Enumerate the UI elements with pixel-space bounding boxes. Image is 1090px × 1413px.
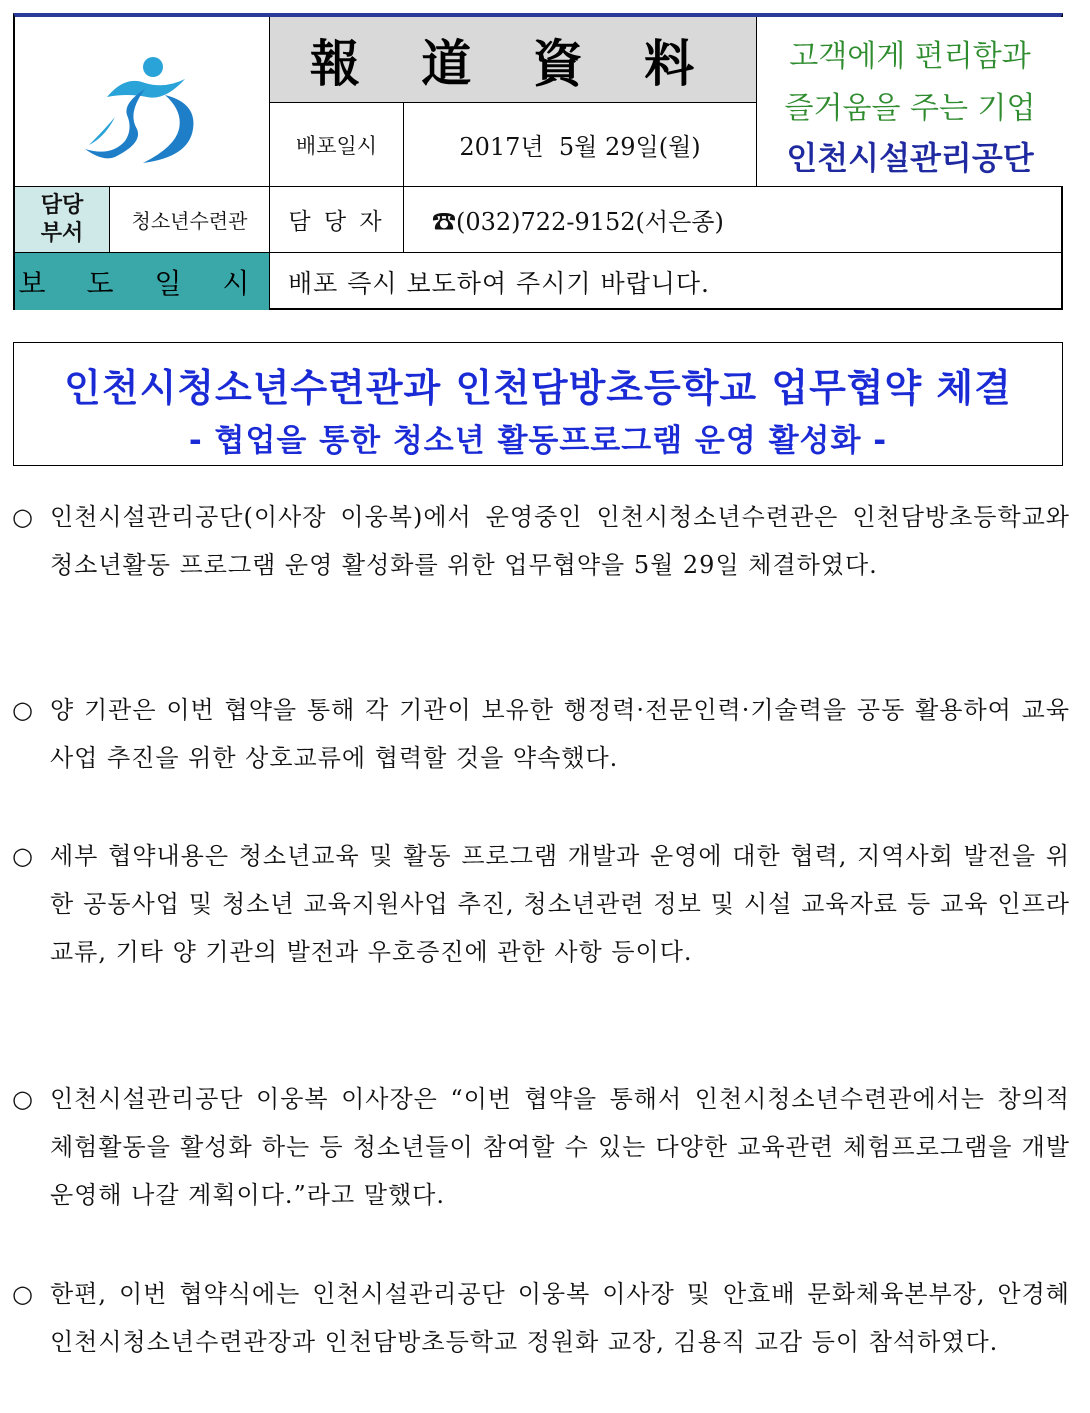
paragraph-text: 인천시설관리공단 이웅복 이사장은 “이번 협약을 통해서 인천시청소년수련관에서는 창의적 체험활동을 활성화 하는 등 청소년들이 참여할 수 있는 다양한 교육관련 체험프로그램을 개발 운영해 나갈 계획이다.”라고 말했다. [50,1085,1070,1209]
paragraph-text: 한편, 이번 협약식에는 인천시설관리공단 이웅복 이사장 및 안효배 문화체육본부장, 안경혜 인천시청소년수련관장과 인천담방초등학교 정원화 교장, 김용직 교감 등이 참석하였다. [50,1280,1070,1356]
paragraph-2 [12,686,1070,782]
slogan-line-1: 고객에게 편리함과 [789,39,1031,74]
logo-cell [15,17,270,187]
slogan-line-2: 즐거움을 주는 기업 [784,91,1036,126]
paragraph-5 [12,1270,1070,1366]
paragraph-text: 양 기관은 이번 협약을 통해 각 기관이 보유한 행정력·전문인력·기술력을 공동 활용하여 교육사업 추진을 위한 상호교류에 협력할 것을 약속했다. [50,696,1070,772]
running-person-logo-icon [15,17,270,187]
headline-title: 인천시청소년수련관과 인천담방초등학교 업무협약 체결 [64,366,1012,410]
organization-name: 인천시설관리공단 [786,139,1034,177]
slogan [757,31,1063,135]
title-cell [270,17,757,103]
release-timing-label: 보 도 일 시 [15,253,270,310]
paragraph-4 [12,1075,1070,1219]
press-release-title: 報 道 資 料 [309,34,717,93]
paragraph-text: 인천시설관리공단(이사장 이웅복)에서 운영중인 인천시청소년수련관은 인천담방초등학교와 청소년활동 프로그램 운영 활성화를 위한 업무협약을 5월 29일 체결하였다. [50,503,1070,579]
contact-value: ☎(032)722-9152(서은종) [404,187,1061,253]
bullet-circle-icon: ○ [12,842,33,870]
bullet-circle-icon: ○ [12,696,33,724]
distribution-date-text: 2017년 5월 29일(월) [459,133,701,161]
department-label [15,187,110,253]
headline-subtitle: - 협업을 통한 청소년 활동프로그램 운영 활성화 - [188,423,888,459]
department-value: 청소년수련관 [110,187,270,253]
contact-label: 담 당 자 [270,187,404,253]
paragraph-text: 세부 협약내용은 청소년교육 및 활동 프로그램 개발과 운영에 대한 협력, 지역사회 발전을 위한 공동사업 및 청소년 교육지원사업 추진, 청소년관련 정보 및 시설 교육자료 등 교육 인프라 교류, 기타 양 기관의 발전과 우호증진에 관한 사항 등이다. [50,842,1070,966]
bullet-circle-icon: ○ [12,503,33,531]
slogan-cell [757,17,1063,187]
release-timing-value: 배포 즉시 보도하여 주시기 바랍니다. [288,268,710,298]
distribution-label: 배포일시 [270,103,404,187]
paragraph-1 [12,493,1070,589]
bullet-circle-icon: ○ [12,1280,33,1308]
department-label-text: 담당 부서 [40,192,84,246]
bullet-circle-icon: ○ [12,1085,33,1113]
distribution-date [404,103,757,187]
press-release-header [13,13,1063,310]
paragraph-3 [12,832,1070,976]
headline-box [13,342,1063,466]
